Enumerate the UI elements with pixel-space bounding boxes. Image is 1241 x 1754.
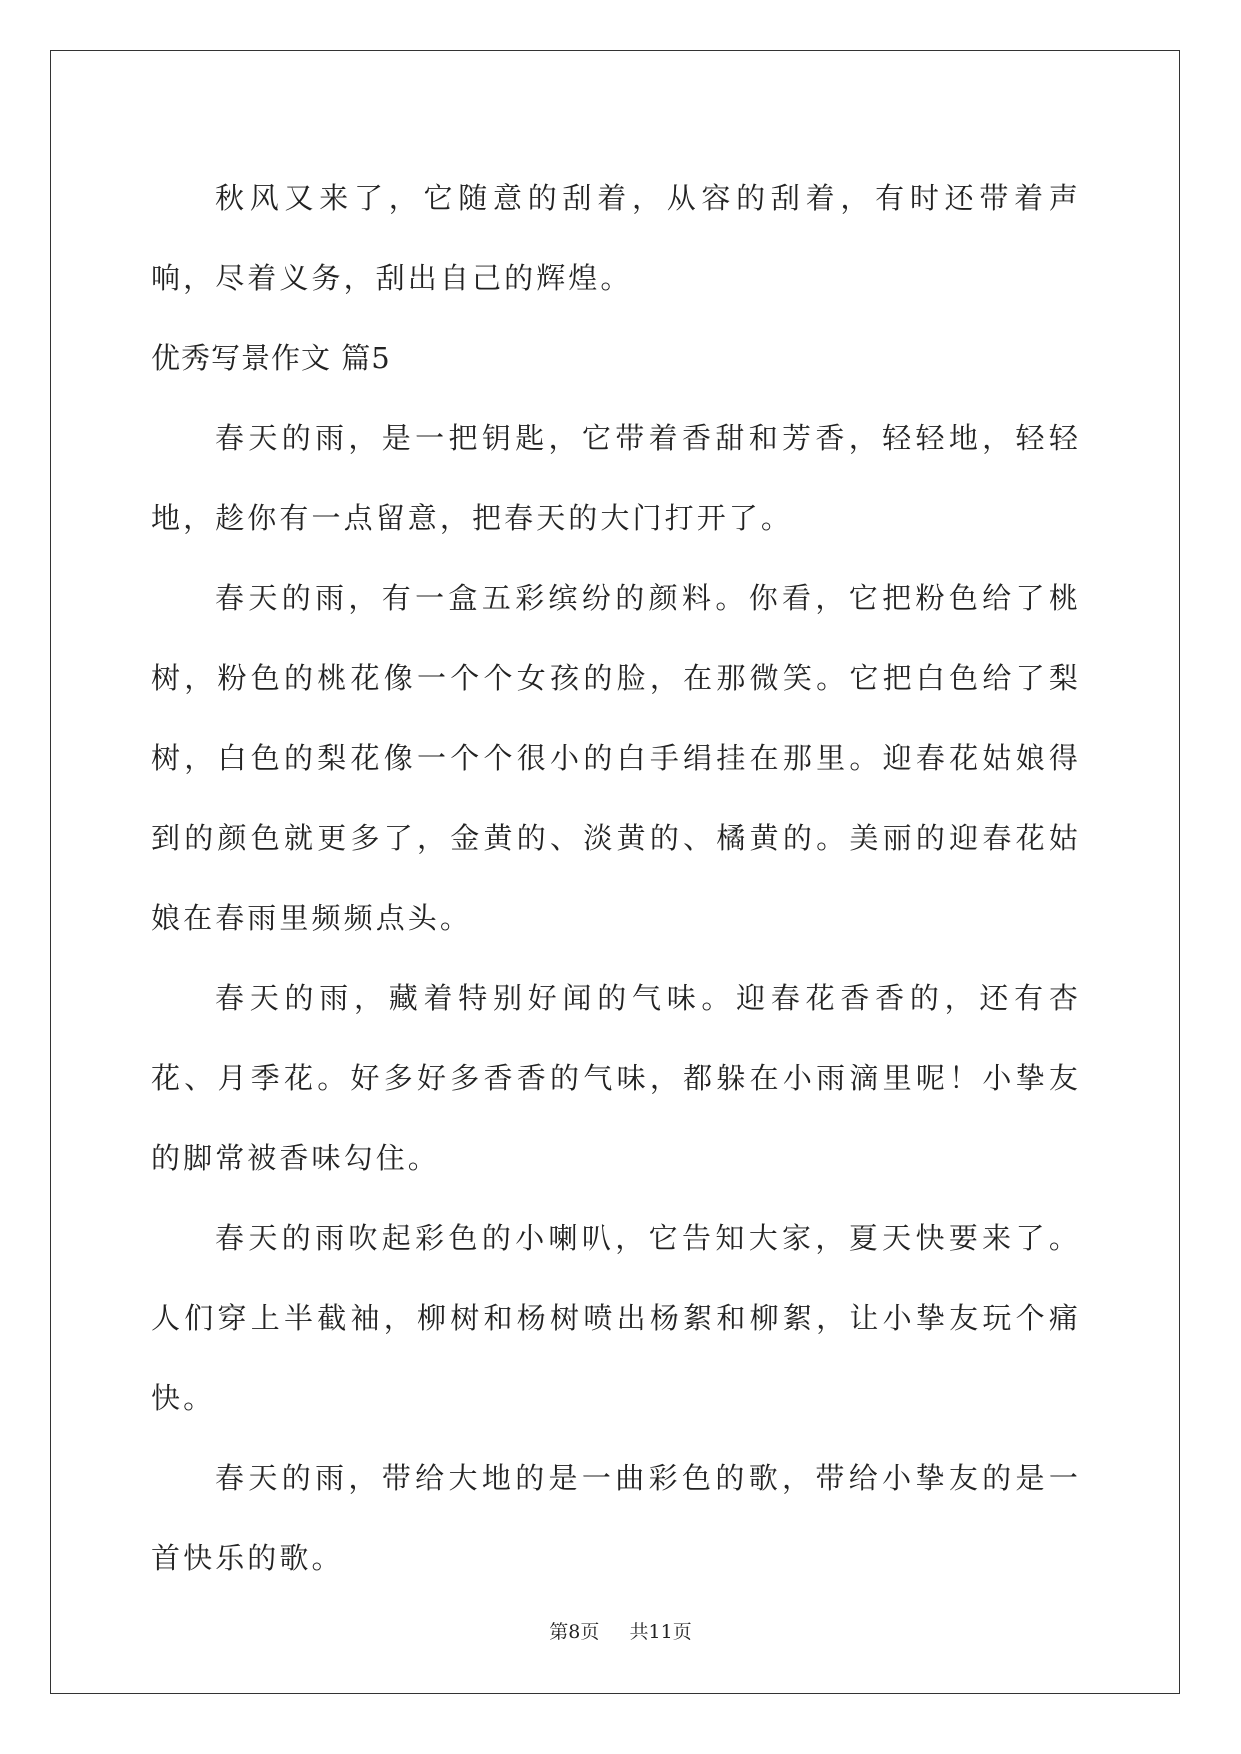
total-pages: 共11页 [629, 1621, 692, 1643]
paragraph: 秋风又来了，它随意的刮着，从容的刮着，有时还带着声响，尽着义务，刮出自己的辉煌。 [151, 181, 1081, 295]
paragraph: 春天的雨吹起彩色的小喇叭，它告知大家，夏天快要来了。人们穿上半截袖，柳树和杨树喷出杨絮和柳絮，让小挚友玩个痛快。 [151, 1221, 1081, 1415]
current-page-number: 第8页 [549, 1621, 600, 1643]
page-footer [0, 1617, 1241, 1644]
paragraph: 春天的雨，有一盒五彩缤纷的颜料。你看，它把粉色给了桃树，粉色的桃花像一个个女孩的脸，在那微笑。它把白色给了梨树，白色的梨花像一个个很小的白手绢挂在那里。迎春花姑娘得到的颜色就更多了，金黄的、淡黄的、橘黄的。美丽的迎春花姑娘在春雨里频频点头。 [151, 581, 1081, 935]
paragraph: 春天的雨，是一把钥匙，它带着香甜和芳香，轻轻地，轻轻地，趁你有一点留意，把春天的大门打开了。 [151, 421, 1081, 535]
paragraph: 春天的雨，带给大地的是一曲彩色的歌，带给小挚友的是一首快乐的歌。 [151, 1461, 1081, 1575]
paragraph: 春天的雨，藏着特别好闻的气味。迎春花香香的，还有杏花、月季花。好多好多香香的气味，都躲在小雨滴里呢！小挚友的脚常被香味勾住。 [151, 981, 1081, 1175]
section-heading: 优秀写景作文 篇5 [151, 341, 391, 375]
document-body [151, 158, 1081, 1598]
